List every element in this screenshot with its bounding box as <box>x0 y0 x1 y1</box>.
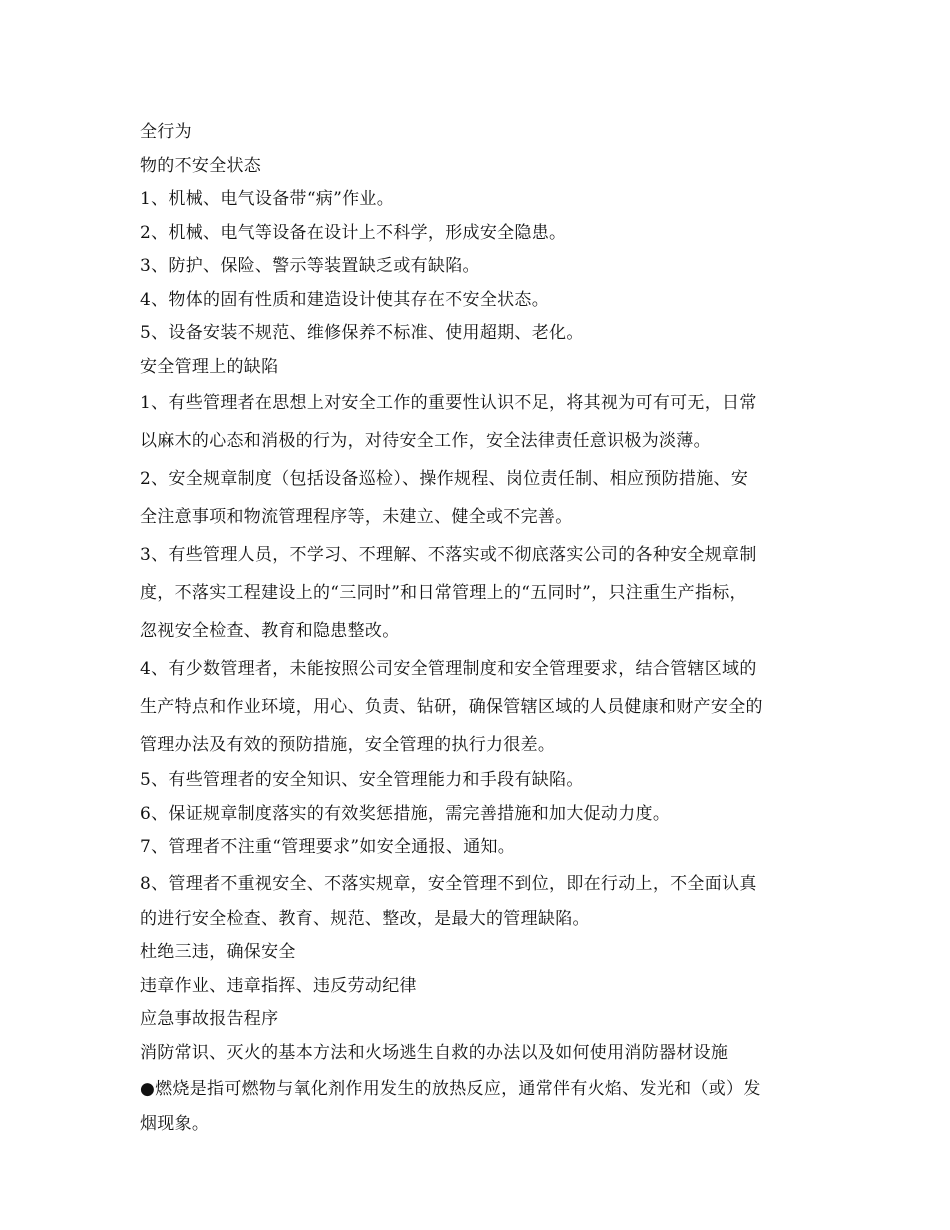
text-line: 违章作业、违章指挥、违反劳动纪律 <box>140 975 417 996</box>
text-line: 忽视安全检查、教育和隐患整改。 <box>140 621 400 641</box>
text-line: 8、管理者不重视安全、不落实规章，安全管理不到位，即在行动上，不全面认真 <box>140 873 757 894</box>
text-line: 4、有少数管理者，未能按照公司安全管理制度和安全管理要求，结合管辖区域的 <box>140 659 757 679</box>
section-heading: 应急事故报告程序 <box>140 1009 279 1029</box>
text-line: ●燃烧是指可燃物与氧化剂作用发生的放热反应，通常伴有火焰、发光和（或）发 <box>140 1079 761 1099</box>
text-line: 的进行安全检查、教育、规范、整改，是最大的管理缺陷。 <box>140 908 590 929</box>
text-line: 2、安全规章制度（包括设备巡检）、操作规程、岗位责任制、相应预防措施、安 <box>140 469 749 489</box>
text-line: 生产特点和作业环境，用心、负责、钻研，确保管辖区域的人员健康和财产安全的 <box>140 697 763 717</box>
text-line: 5、有些管理者的安全知识、安全管理能力和手段有缺陷。 <box>140 770 584 790</box>
text-line: 全行为 <box>140 122 192 142</box>
text-line: 管理办法及有效的预防措施，安全管理的执行力很差。 <box>140 735 556 755</box>
section-heading: 物的不安全状态 <box>140 155 262 176</box>
text-line: 7、管理者不注重“管理要求”如安全通报、通知。 <box>140 837 516 857</box>
document-body <box>140 116 830 1142</box>
text-line: 以麻木的心态和消极的行为，对待安全工作，安全法律责任意识极为淡薄。 <box>140 431 711 451</box>
text-line: 3、防护、保险、警示等装置缺乏或有缺陷。 <box>140 256 480 276</box>
text-line: 2、机械、电气等设备在设计上不科学，形成安全隐患。 <box>140 222 567 243</box>
text-line: 1、机械、电气设备带“病”作业。 <box>140 189 394 209</box>
section-heading: 消防常识、灭火的基本方法和火场逃生自救的办法以及如何使用消防器材设施 <box>140 1042 729 1063</box>
text-line: 度，不落实工程建设上的“三同时”和日常管理上的“五同时”，只注重生产指标， <box>140 583 747 603</box>
text-line: 3、有些管理人员，不学习、不理解、不落实或不彻底落实公司的各种安全规章制 <box>140 545 757 565</box>
text-line: 5、设备安装不规范、维修保养不标准、使用超期、老化。 <box>140 323 584 343</box>
text-line: 6、保证规章制度落实的有效奖惩措施，需完善措施和加大促动力度。 <box>140 803 671 824</box>
text-line: 烟现象。 <box>140 1114 210 1134</box>
section-heading: 安全管理上的缺陷 <box>140 356 279 377</box>
text-line: 4、物体的固有性质和建造设计使其存在不安全状态。 <box>140 289 550 310</box>
text-line: 全注意事项和物流管理程序等，未建立、健全或不完善。 <box>140 507 573 527</box>
section-heading: 杜绝三违，确保安全 <box>140 942 296 962</box>
text-line: 1、有些管理者在思想上对安全工作的重要性认识不足，将其视为可有可无，日常 <box>140 393 757 413</box>
